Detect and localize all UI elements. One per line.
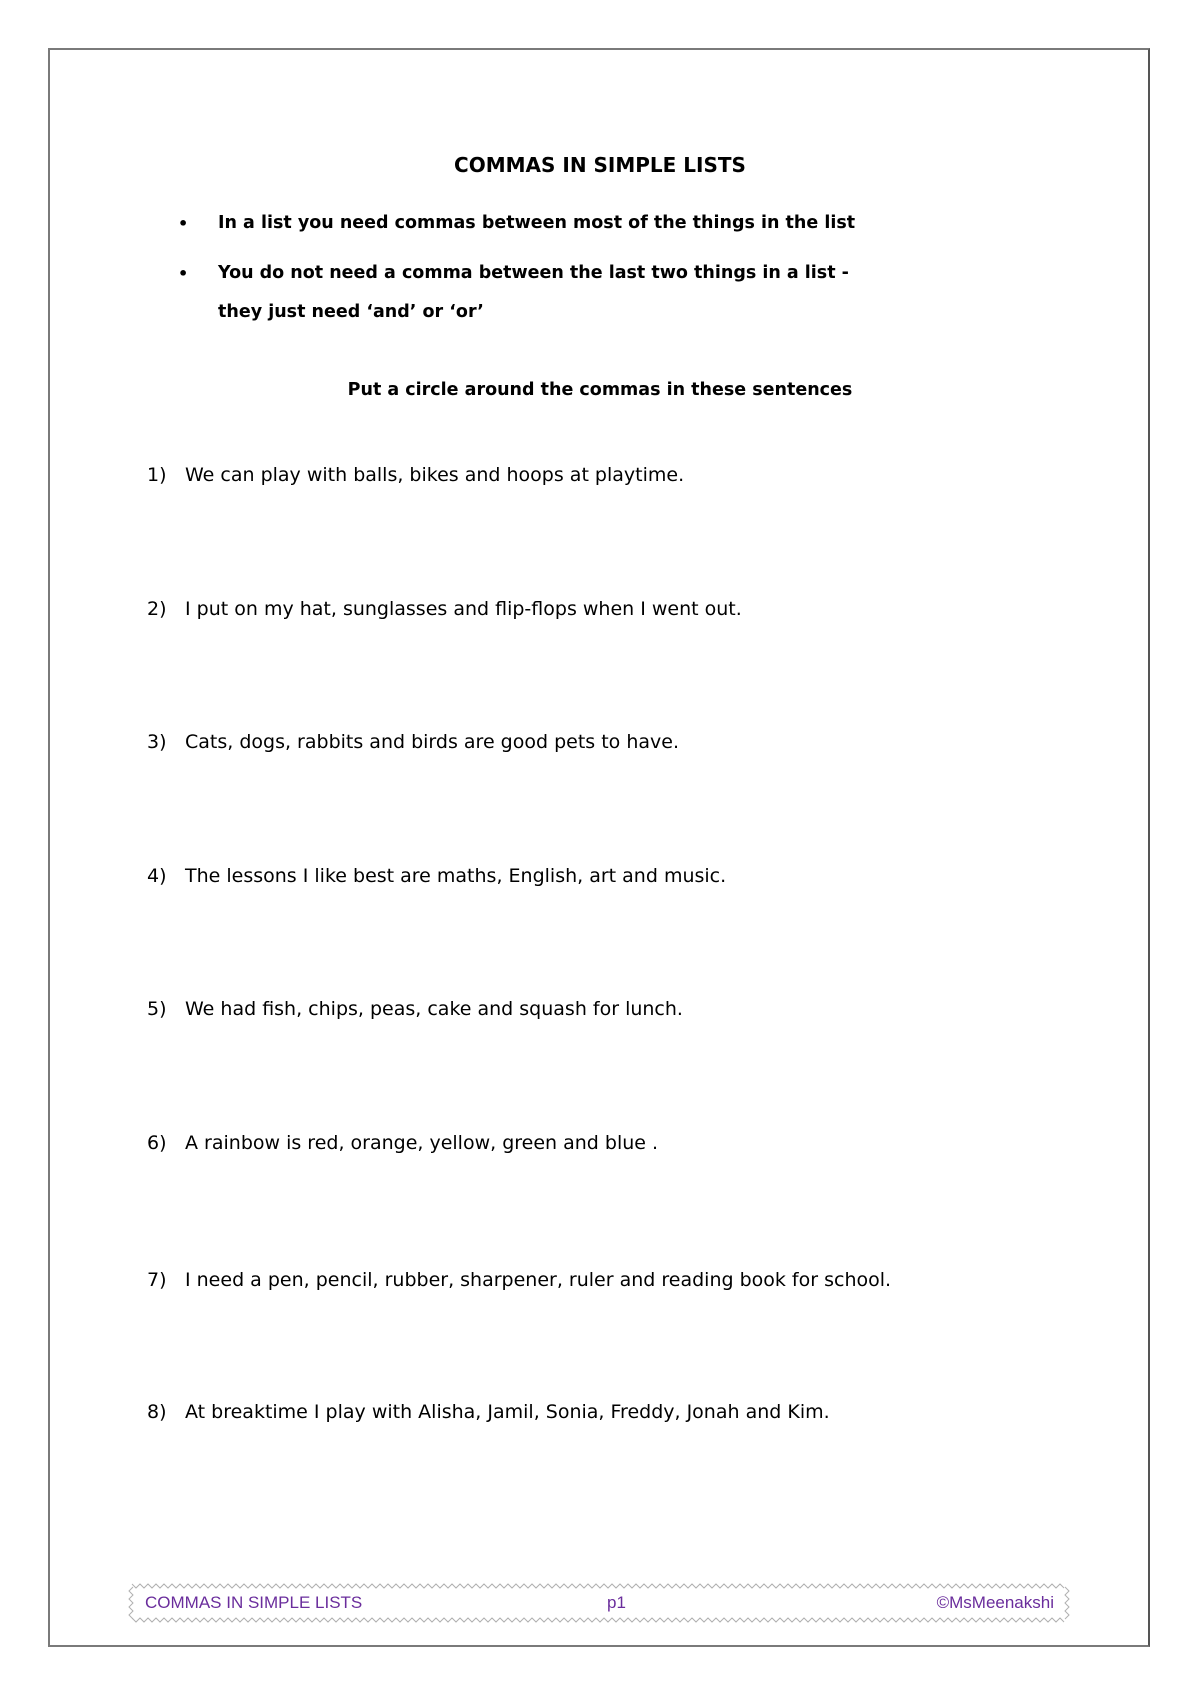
sentence-number: 4) bbox=[147, 865, 167, 887]
sentence-item bbox=[147, 728, 1147, 756]
sentence-item bbox=[147, 461, 1147, 489]
sentence-item bbox=[147, 995, 1147, 1023]
sentence-number: 1) bbox=[147, 464, 167, 486]
worksheet-title: COMMAS IN SIMPLE LISTS bbox=[454, 153, 746, 177]
sentence-item bbox=[147, 1266, 1147, 1294]
sentence-number: 6) bbox=[147, 1132, 167, 1154]
sentence-item bbox=[147, 1129, 1147, 1157]
sentence-text: The lessons I like best are maths, English, art and music. bbox=[185, 865, 727, 887]
sentence-number: 7) bbox=[147, 1269, 167, 1291]
sentence-item bbox=[147, 862, 1147, 890]
copyright: ©MsMeenakshi bbox=[936, 1593, 1054, 1612]
sentence-text: We can play with balls, bikes and hoops at playtime. bbox=[185, 464, 685, 486]
sentence-item bbox=[147, 1398, 1147, 1426]
sentence-text: A rainbow is red, orange, yellow, green and blue . bbox=[185, 1132, 659, 1154]
sentence-number: 3) bbox=[147, 731, 167, 753]
page-number: p1 bbox=[607, 1593, 626, 1612]
sentence-text: We had fish, chips, peas, cake and squash for lunch. bbox=[185, 998, 683, 1020]
rule-item bbox=[178, 204, 1038, 243]
bullet-icon: • bbox=[178, 264, 189, 283]
rule-item bbox=[178, 254, 1038, 332]
rule-text: You do not need a comma between the last two things in a list - bbox=[218, 263, 849, 283]
bullet-icon: • bbox=[178, 214, 189, 233]
instruction: Put a circle around the commas in these sentences bbox=[347, 380, 853, 400]
sentence-text: I need a pen, pencil, rubber, sharpener, ruler and reading book for school. bbox=[185, 1269, 892, 1291]
sentence-text: At breaktime I play with Alisha, Jamil, Sonia, Freddy, Jonah and Kim. bbox=[185, 1401, 830, 1423]
sentence-text: Cats, dogs, rabbits and birds are good pets to have. bbox=[185, 731, 679, 753]
sentence-text: I put on my hat, sunglasses and flip-flops when I went out. bbox=[185, 598, 742, 620]
rule-text: In a list you need commas between most of the things in the list bbox=[218, 213, 856, 233]
page-footer bbox=[128, 1583, 1070, 1623]
footer-title: COMMAS IN SIMPLE LISTS bbox=[145, 1593, 363, 1612]
sentence-item bbox=[147, 595, 1147, 623]
rule-text-continued: they just need ‘and’ or ‘or’ bbox=[218, 302, 484, 322]
sentence-number: 2) bbox=[147, 598, 167, 620]
sentence-number: 8) bbox=[147, 1401, 167, 1423]
sentence-number: 5) bbox=[147, 998, 167, 1020]
